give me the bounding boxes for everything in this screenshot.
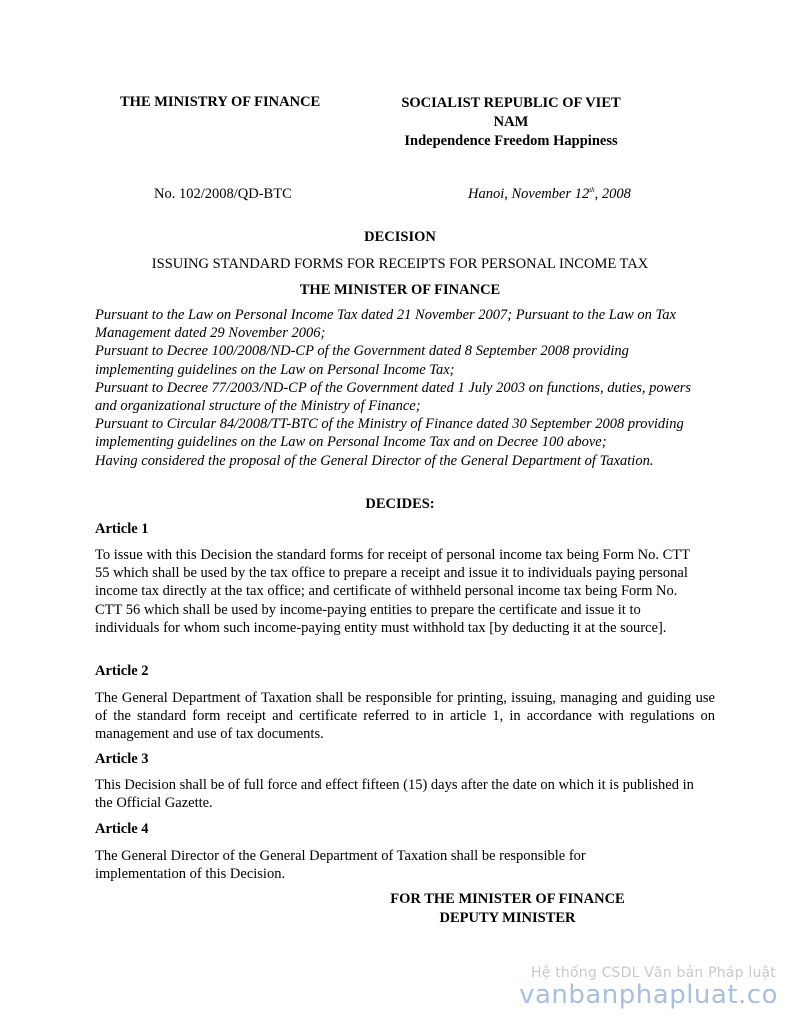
decides-heading: DECIDES: <box>365 496 435 512</box>
decision-subject: ISSUING STANDARD FORMS FOR RECEIPTS FOR PERSONAL INCOME TAX <box>151 256 649 272</box>
motto: Independence Freedom Happiness <box>404 133 618 149</box>
place-date-ordinal: th <box>589 186 595 195</box>
preamble-clause: Pursuant to Decree 77/2003/ND-CP of the Government dated 1 July 2003 on functions, duties, powers and organizational structure of the Ministry of Finance; <box>95 379 692 415</box>
decision-heading: DECISION <box>364 229 436 245</box>
preamble-clause: Pursuant to Circular 84/2008/TT-BTC of the Ministry of Finance dated 30 September 2008 providing implementing guidelines on the Law on Personal Income Tax and on Decree 100 above; <box>95 416 684 451</box>
issuing-body: THE MINISTRY OF FINANCE <box>120 94 321 110</box>
signature-block <box>370 890 645 927</box>
authority-heading: THE MINISTER OF FINANCE <box>299 282 501 298</box>
article-2-text: The General Department of Taxation shall be responsible for printing, issuing, managing and guiding use of the standard form receipt and certificate referred to in article 1, in accordance with regulations on management and use of tax documents. <box>95 690 715 743</box>
signature-title: DEPUTY MINISTER <box>439 909 576 926</box>
preamble-clause: Pursuant to the Law on Personal Income Tax dated 21 November 2007; Pursuant to the Law on Tax Management dated 29 November 2006; <box>95 307 676 342</box>
national-title-line-1: SOCIALIST REPUBLIC OF VIET <box>401 95 621 111</box>
article-3-text: This Decision shall be of full force and effect fifteen (15) days after the date on which it is published in the Official Gazette. <box>95 777 694 812</box>
article-4-heading: Article 4 <box>95 821 149 837</box>
watermark-caption: Hệ thống CSDL Văn bản Pháp luật <box>531 965 776 981</box>
article-3-heading: Article 3 <box>95 751 149 767</box>
place-and-date <box>468 186 631 203</box>
article-1-heading: Article 1 <box>95 521 149 537</box>
signature-line-1: FOR THE MINISTER OF FINANCE <box>390 891 625 907</box>
preamble <box>95 306 710 470</box>
watermark-site: vanbanphapluat.co <box>519 980 778 1010</box>
preamble-clause: Having considered the proposal of the General Director of the General Department of Taxation. <box>95 452 654 469</box>
article-4-text: The General Director of the General Department of Taxation shall be responsible for implementation of this Decision. <box>95 848 586 883</box>
national-title-line-2: NAM <box>493 114 529 130</box>
document-number: No. 102/2008/QD-BTC <box>154 186 292 202</box>
preamble-clause: Pursuant to Decree 100/2008/ND-CP of the Government dated 8 September 2008 providing implementing guidelines on the Law on Personal Income Tax; <box>95 343 629 378</box>
article-2-heading: Article 2 <box>95 663 149 679</box>
place-date-suffix: , 2008 <box>594 186 631 202</box>
place-date-prefix: Hanoi, November 12 <box>468 186 590 202</box>
article-1-text: To issue with this Decision the standard forms for receipt of personal income tax being Form No. CTT 55 which shall be used by the tax office to prepare a receipt and issue it to individuals paying personal income tax directly at the tax office; and certificate of withheld personal income tax being Form No. CTT 56 which shall be used by income-paying entities to prepare the certificate and issue it to individuals for whom such income-paying entity must withhold tax [by deducting it at the source]. <box>95 547 690 636</box>
national-title <box>380 94 642 151</box>
